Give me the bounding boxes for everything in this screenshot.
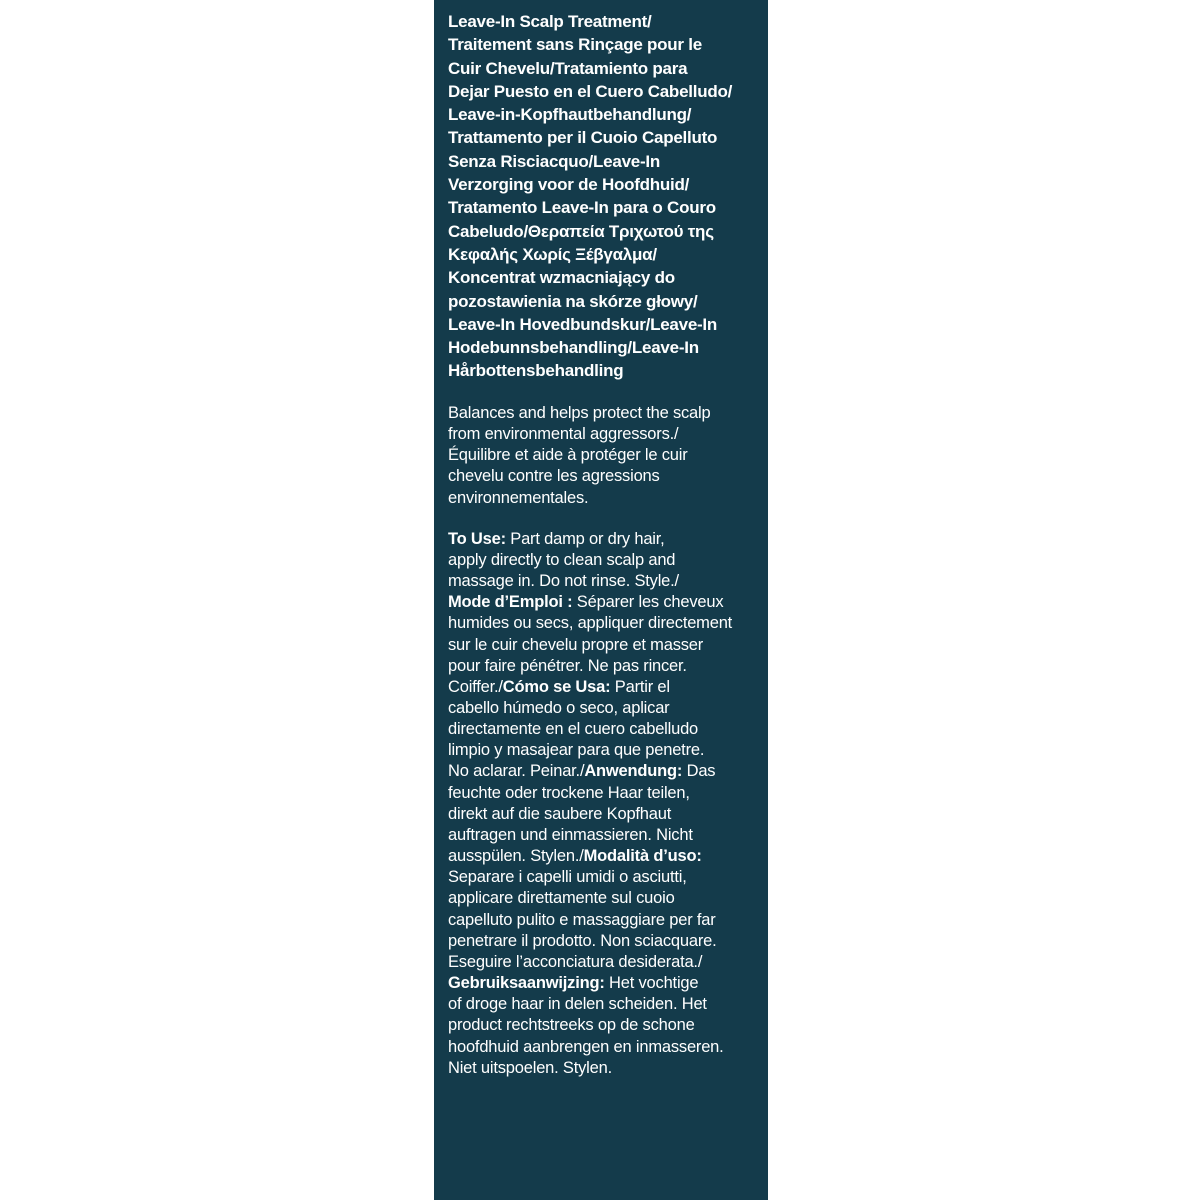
usage-line [448, 910, 763, 931]
title-line: pozostawienia na skórze głowy/ [448, 291, 698, 311]
usage-text: Het vochtige [604, 974, 699, 993]
usage-text: applicare direttamente sul cuoio [448, 889, 675, 908]
usage-text: Das [682, 762, 716, 781]
usage-line [448, 888, 763, 909]
product-title-multilingual [448, 10, 763, 383]
title-line: Traitement sans Rinçage pour le [448, 35, 702, 55]
usage-instructions [448, 529, 763, 1079]
usage-text: direkt auf die saubere Kopfhaut [448, 804, 672, 823]
usage-text: limpio y masajear para que penetre. [448, 741, 705, 760]
usage-text: of droge haar in delen scheiden. Het [448, 995, 707, 1014]
usage-line [448, 846, 763, 867]
title-line: Hodebunnsbehandling/Leave-In [448, 338, 699, 358]
title-line: Trattamento per il Cuoio Capelluto [448, 128, 718, 148]
usage-heading: Mode d’Emploi : [448, 593, 573, 612]
usage-line [448, 529, 763, 550]
usage-heading: To Use: [448, 529, 506, 548]
usage-line [448, 994, 763, 1015]
title-line: Koncentrat wzmacniający do [448, 268, 675, 288]
usage-line [448, 1037, 763, 1058]
usage-text: Coiffer./ [448, 677, 503, 696]
usage-text: hoofdhuid aanbrengen en inmasseren. [448, 1037, 724, 1056]
usage-line [448, 867, 763, 888]
description-line: environnementales. [448, 488, 589, 507]
usage-line [448, 613, 763, 634]
usage-text: pour faire pénétrer. Ne pas rincer. [448, 656, 687, 675]
title-line: Leave-In Hovedbundskur/Leave-In [448, 314, 718, 334]
usage-line [448, 1058, 763, 1079]
title-line: Verzorging voor de Hoofdhuid/ [448, 175, 690, 195]
title-line: Dejar Puesto en el Cuero Cabelludo/ [448, 81, 733, 101]
usage-text: directamente en el cuero cabelludo [448, 720, 699, 739]
title-line: Κεφαλής Χωρίς Ξέβγαλμα/ [448, 244, 657, 264]
usage-line [448, 592, 763, 613]
title-line: Leave-in-Kopfhautbehandlung/ [448, 105, 692, 125]
usage-text: ausspülen. Stylen./ [448, 847, 584, 866]
usage-line [448, 1015, 763, 1036]
product-description [448, 403, 763, 509]
title-line: Hårbottensbehandling [448, 361, 624, 381]
usage-line [448, 825, 763, 846]
description-line: chevelu contre les agressions [448, 467, 660, 486]
label-text-content [448, 10, 763, 1079]
usage-line [448, 677, 763, 698]
usage-line [448, 783, 763, 804]
usage-text: humides ou secs, appliquer directement [448, 614, 733, 633]
usage-text: feuchte oder trockene Haar teilen, [448, 783, 690, 802]
usage-text: Separare i capelli umidi o asciutti, [448, 868, 687, 887]
title-line: Leave-In Scalp Treatment/ [448, 12, 652, 31]
title-line: Senza Risciacquo/Leave-In [448, 151, 660, 171]
title-line: Cabeludo/Θεραπεία Τριχωτού της [448, 221, 714, 241]
usage-line [448, 656, 763, 677]
usage-heading: Gebruiksaanwijzing: [448, 974, 605, 993]
usage-text: massage in. Do not rinse. Style./ [448, 572, 679, 591]
usage-line [448, 719, 763, 740]
usage-line [448, 635, 763, 656]
usage-text: auftragen und einmassieren. Nicht [448, 825, 693, 844]
description-line: Équilibre et aide à protéger le cuir [448, 446, 688, 465]
title-line: Cuir Chevelu/Tratamiento para [448, 58, 688, 78]
usage-line [448, 931, 763, 952]
usage-text: capelluto pulito e massaggiare per far [448, 910, 716, 929]
usage-text: product rechtstreeks op de schone [448, 1016, 695, 1035]
description-line: Balances and helps protect the scalp [448, 403, 711, 422]
description-line: from environmental aggressors./ [448, 424, 679, 443]
usage-line [448, 698, 763, 719]
usage-heading: Modalità d’uso: [583, 847, 702, 866]
usage-text: No aclarar. Peinar./ [448, 762, 585, 781]
product-label-panel [434, 0, 768, 1200]
usage-line [448, 740, 763, 761]
usage-text: Eseguire l’acconciatura desiderata./ [448, 952, 703, 971]
title-line: Tratamento Leave-In para o Couro [448, 198, 716, 218]
usage-line [448, 761, 763, 782]
usage-line [448, 952, 763, 973]
usage-line [448, 571, 763, 592]
usage-line [448, 973, 763, 994]
usage-heading: Anwendung: [584, 762, 683, 781]
usage-text: Partir el [610, 677, 670, 696]
usage-text: sur le cuir chevelu propre et masser [448, 635, 704, 654]
usage-text: Séparer les cheveux [572, 593, 724, 612]
usage-heading: Cómo se Usa: [502, 677, 611, 696]
usage-text: cabello húmedo o seco, aplicar [448, 699, 670, 718]
usage-text: Niet uitspoelen. Stylen. [448, 1058, 612, 1077]
usage-line [448, 550, 763, 571]
usage-text: penetrare il prodotto. Non sciacquare. [448, 931, 717, 950]
usage-text: apply directly to clean scalp and [448, 550, 676, 569]
usage-text: Part damp or dry hair, [505, 529, 665, 548]
usage-line [448, 804, 763, 825]
